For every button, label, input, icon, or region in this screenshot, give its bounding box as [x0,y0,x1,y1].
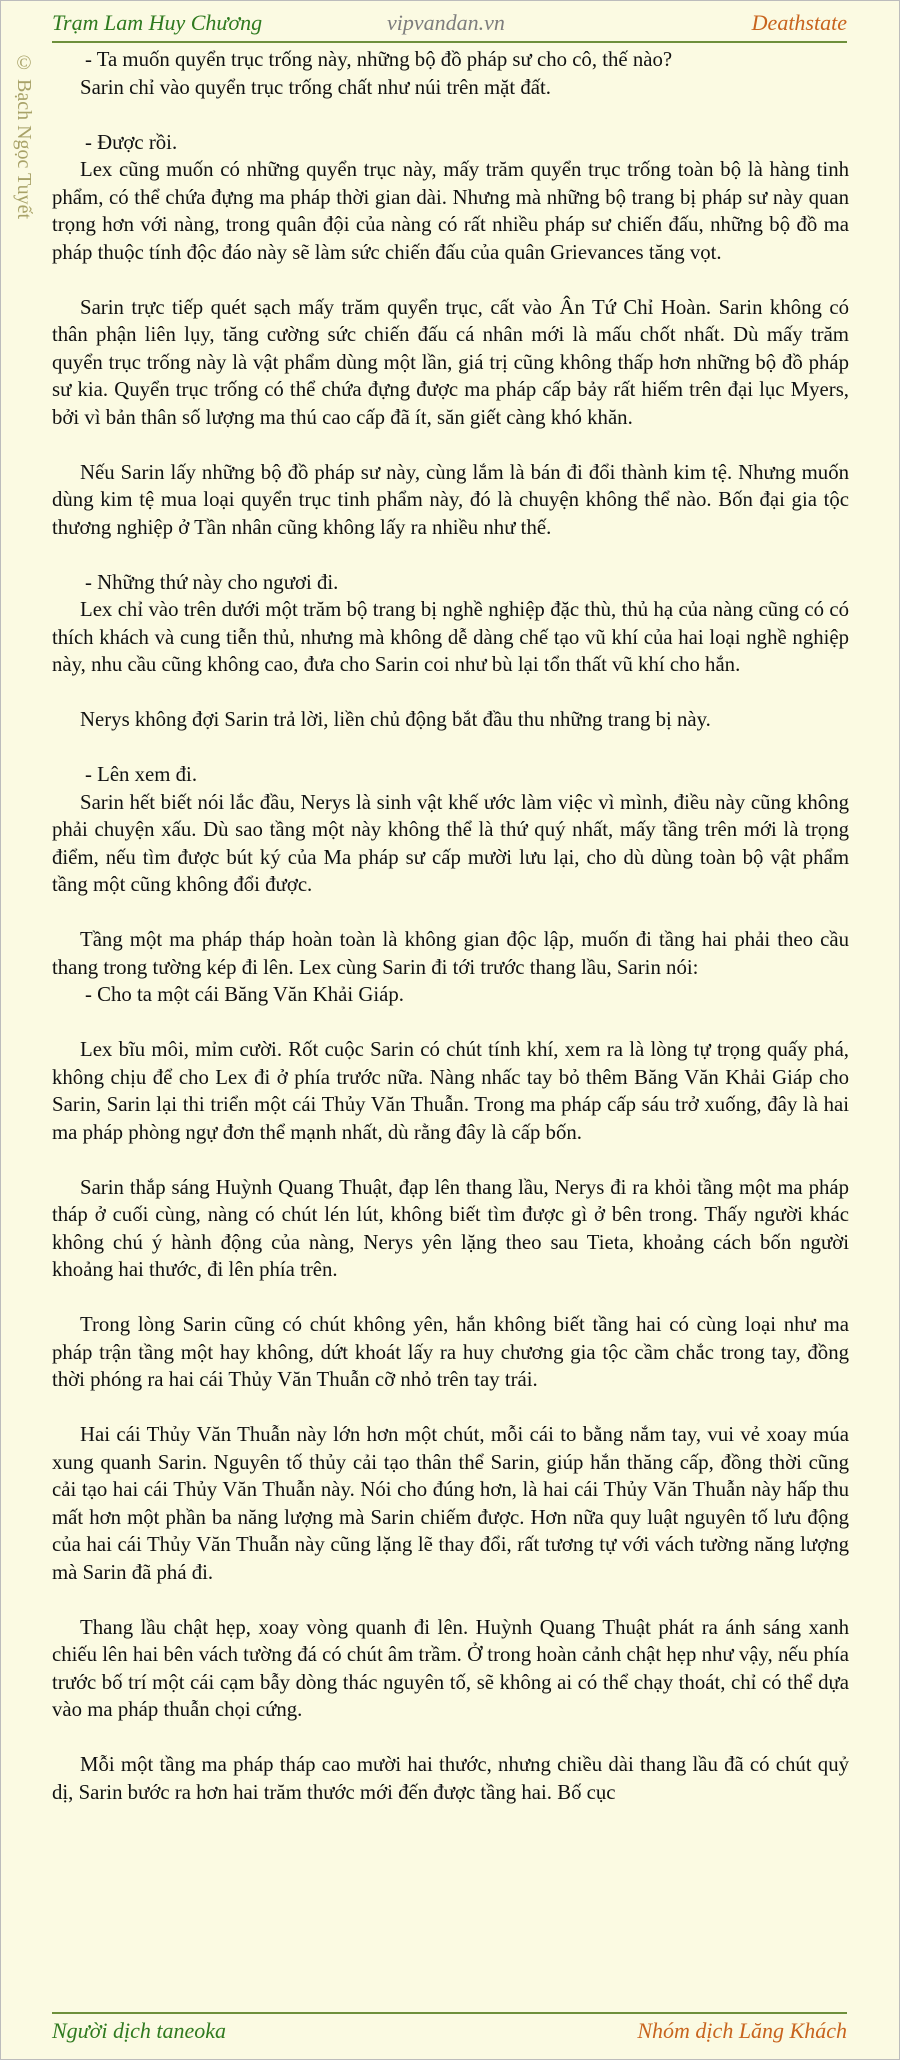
paragraph: Lex chỉ vào trên dưới một trăm bộ trang bị nghề nghiệp đặc thù, thủ hạ của nàng cũng có có thích khách và cung tiễn thủ, nhưng mà không dễ dàng chế tạo vũ khí của hai loại nghề nghiệp này, nhu cầu cũng không cao, đưa cho Sarin coi như bù lại tổn thất vũ khí cho hắn. [52,598,849,676]
paragraph: Sarin trực tiếp quét sạch mấy trăm quyển trục, cất vào Ân Tứ Chỉ Hoàn. Sarin không có thân phận liên lụy, tăng cường sức chiến đấu cá nhân mới là mấu chốt nhất. Dù mấy trăm quyển trục trống này là vật phẩm dùng một lần, giá trị cũng không thấp hơn những bộ đồ pháp sư kia. Quyển trục trống có thể chứa đựng được ma pháp cấp bảy rất hiếm trên đại lục Myers, bởi vì bản thân số lượng ma thú cao cấp đã ít, săn giết càng khó khăn. [52,295,849,429]
footer-rule [52,2012,847,2014]
paragraph: Sarin chỉ vào quyển trục trống chất như núi trên mặt đất. [80,75,551,99]
header-book-title: Trạm Lam Huy Chương [52,10,263,35]
paragraph: Lex bĩu môi, mỉm cười. Rốt cuộc Sarin có chút tính khí, xem ra là lòng tự trọng quấy phá, không chịu để cho Lex đi ở phía trước nữa. Nàng nhấc tay bỏ thêm Băng Văn Khải Giáp cho Sarin, Sarin lại thi triển một cái Thủy Văn Thuẫn. Trong ma pháp cấp sáu trở xuống, đây là hai ma pháp phòng ngự đơn thể mạnh nhất, dù rằng đây là cấp bốn. [52,1038,849,1144]
paragraph: Thang lầu chật hẹp, xoay vòng quanh đi lên. Huỳnh Quang Thuật phát ra ánh sáng xanh chiếu lên hai bên vách tường đá có chút âm trầm. Ở trong hoàn cảnh chật hẹp như vậy, nếu phía trước bố trí một cái cạm bẫy dòng thác nguyên tố, sẽ không ai có thể chạy thoát, chỉ có thể dựa vào ma pháp thuẫn chọi cứng. [52,1615,849,1721]
chapter-text [52,46,849,2010]
paragraph: Nếu Sarin lấy những bộ đồ pháp sư này, cùng lắm là bán đi đổi thành kim tệ. Nhưng muốn dùng kim tệ mua loại quyển trục tinh phẩm này, đó là chuyện không thể nào. Bốn đại gia tộc thương nghiệp ở Tần nhân cũng không lấy ra nhiều như thế. [52,460,849,539]
footer-translator: Người dịch taneoka [52,2018,227,2043]
page-header [52,8,847,42]
paragraph: Nerys không đợi Sarin trả lời, liền chủ động bắt đầu thu những trang bị này. [80,708,711,731]
header-author: Deathstate [751,10,847,35]
side-watermark: © Bạch Ngọc Tuyết [13,52,35,219]
paragraph: Trong lòng Sarin cũng có chút không yên, hắn không biết tầng hai có cùng loại như ma pháp trận tầng một hay không, dứt khoát lấy ra huy chương gia tộc cầm chắc trong tay, đồng thời phóng ra hai cái Thủy Văn Thuẫn cỡ nhỏ trên tay trái. [52,1313,849,1391]
paragraph: Sarin thắp sáng Huỳnh Quang Thuật, đạp lên thang lầu, Nerys đi ra khỏi tầng một ma pháp tháp ở cuối cùng, nàng có chút lén lút, không biết tìm được gì ở bên trong. Thấy người khác không chú ý hành động của nàng, Nerys yên lặng theo sau Tieta, khoảng cách bốn người khoảng hai thước, đi lên phía trên. [52,1175,849,1281]
paragraph: - Lên xem đi. [85,763,198,786]
paragraph: Hai cái Thủy Văn Thuẫn này lớn hơn một chút, mỗi cái to bằng nắm tay, vui vẻ xoay múa xung quanh Sarin. Nguyên tố thủy cải tạo thân thể Sarin, giúp hắn thăng cấp, đồng thời cũng cải tạo hai cái Thủy Văn Thuẫn này. Nói cho đúng hơn, là hai cái Thủy Văn Thuẫn này hấp thu mất hơn một phần ba năng lượng mà Sarin chiếm được. Hơn nữa quy luật nguyên tố lưu động của hai cái Thủy Văn Thuẫn này cũng lặng lẽ thay đổi, rất tương tự với vách tường năng lượng mà Sarin đã phá đi. [52,1423,849,1584]
paragraph: - Ta muốn quyển trục trống này, những bộ đồ pháp sư cho cô, thế nào? [85,48,673,71]
paragraph: Mỗi một tầng ma pháp tháp cao mười hai thước, nhưng chiều dài thang lầu đã có chút quỷ dị, Sarin bước ra hơn hai trăm thước mới đến được tầng hai. Bố cục [52,1753,849,1804]
page-footer [52,2016,847,2052]
paragraph: - Những thứ này cho ngươi đi. [85,570,339,594]
paragraph: - Được rồi. [85,130,178,154]
paragraph: - Cho ta một cái Băng Văn Khải Giáp. [85,983,405,1006]
footer-group: Nhóm dịch Lăng Khách [637,2018,847,2043]
paragraph: Sarin hết biết nói lắc đầu, Nerys là sinh vật khế ước làm việc vì mình, điều này cũng không phải chuyện xấu. Dù sao tầng một này không thể là thứ quý nhất, mấy tầng trên mới là trọng điểm, nếu tìm được bút ký của Ma pháp sư cấp mười lưu lại, cho dù dùng toàn bộ vật phẩm tầng một cũng không đổi được. [52,790,849,896]
header-rule [52,41,847,43]
header-site: vipvandan.vn [387,10,505,35]
paragraph: Lex cũng muốn có những quyển trục này, mấy trăm quyển trục trống toàn bộ là hàng tinh phẩm, có thể chứa đựng ma pháp thời gian dài. Nhưng mà những bộ trang bị pháp sư này quan trọng hơn với nàng, trong quân đội của nàng có rất nhiều pháp sư chiến đấu, những bộ đồ ma pháp thuộc tính độc đáo này sẽ làm sức chiến đấu của quân Grievances tăng vọt. [52,158,849,264]
paragraph: Tầng một ma pháp tháp hoàn toàn là không gian độc lập, muốn đi tầng hai phải theo cầu thang trong tường kép đi lên. Lex cùng Sarin đi tới trước thang lầu, Sarin nói: [52,928,849,979]
